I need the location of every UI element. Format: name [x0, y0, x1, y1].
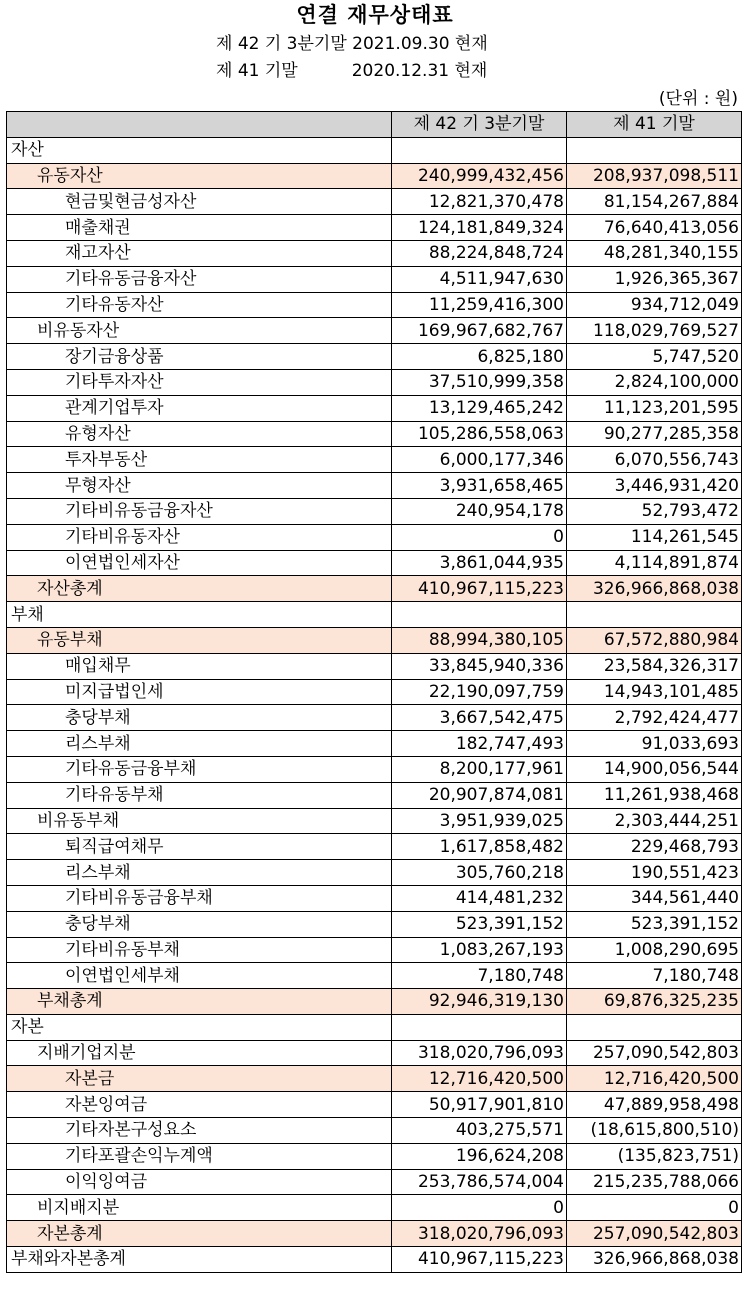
row-label: 기타포괄손익누계액: [7, 1143, 392, 1169]
prior-period-value: 257,090,542,803: [567, 1221, 742, 1247]
table-header-row: [7, 112, 742, 138]
table-row: [7, 653, 742, 679]
current-period-value: 88,224,848,724: [392, 240, 567, 266]
table-row: [7, 163, 742, 189]
current-period-value: 182,747,493: [392, 731, 567, 757]
current-period-value: 6,000,177,346: [392, 447, 567, 473]
prior-period-value: 257,090,542,803: [567, 1040, 742, 1066]
table-row: [7, 369, 742, 395]
table-row: [7, 524, 742, 550]
current-period-value: [392, 602, 567, 628]
prior-period-value: 190,551,423: [567, 860, 742, 886]
prior-period-value: 114,261,545: [567, 524, 742, 550]
row-label: 매입채무: [7, 653, 392, 679]
current-period-value: 0: [392, 1195, 567, 1221]
current-period-value: 253,786,574,004: [392, 1169, 567, 1195]
table-row: [7, 679, 742, 705]
row-label: 기타유동금융부채: [7, 756, 392, 782]
period-prior: 제 41 기말 2020.12.31 현재: [216, 61, 488, 81]
row-label: 부채와자본총계: [7, 1247, 392, 1273]
header-blank: [7, 112, 392, 138]
table-row: [7, 937, 742, 963]
prior-period-value: 67,572,880,984: [567, 627, 742, 653]
row-label: 자본잉여금: [7, 1092, 392, 1118]
prior-period-value: 52,793,472: [567, 498, 742, 524]
current-period-value: 305,760,218: [392, 860, 567, 886]
table-row: [7, 1143, 742, 1169]
header-current-period: 제 42 기 3분기말: [392, 112, 567, 138]
row-label: 자산: [7, 137, 392, 163]
row-label: 기타비유동자산: [7, 524, 392, 550]
prior-period-value: [567, 1014, 742, 1040]
table-body: [7, 137, 742, 1272]
current-period-value: 1,617,858,482: [392, 834, 567, 860]
table-row: [7, 1118, 742, 1144]
current-period-value: 33,845,940,336: [392, 653, 567, 679]
row-label: 투자부동산: [7, 447, 392, 473]
row-label: 미지급법인세: [7, 679, 392, 705]
prior-period-value: 12,716,420,500: [567, 1066, 742, 1092]
table-row: [7, 550, 742, 576]
current-period-value: 13,129,465,242: [392, 395, 567, 421]
unit-label: (단위 : 원): [658, 89, 738, 109]
row-label: 장기금융상품: [7, 344, 392, 370]
prior-period-value: 344,561,440: [567, 885, 742, 911]
table-row: [7, 911, 742, 937]
current-period-value: 37,510,999,358: [392, 369, 567, 395]
current-period-value: 240,999,432,456: [392, 163, 567, 189]
current-period-value: 169,967,682,767: [392, 318, 567, 344]
table-row: [7, 627, 742, 653]
row-label: 자본금: [7, 1066, 392, 1092]
current-period-value: 410,967,115,223: [392, 576, 567, 602]
row-label: 기타비유동금융부채: [7, 885, 392, 911]
current-period-value: [392, 1014, 567, 1040]
current-period-value: 318,020,796,093: [392, 1221, 567, 1247]
row-label: 관계기업투자: [7, 395, 392, 421]
current-period-value: [392, 137, 567, 163]
row-label: 이연법인세자산: [7, 550, 392, 576]
prior-period-value: 91,033,693: [567, 731, 742, 757]
prior-period-value: 7,180,748: [567, 963, 742, 989]
prior-period-value: 229,468,793: [567, 834, 742, 860]
current-period-value: 240,954,178: [392, 498, 567, 524]
current-period-value: 4,511,947,630: [392, 266, 567, 292]
prior-period-value: 69,876,325,235: [567, 989, 742, 1015]
row-label: 비지배지분: [7, 1195, 392, 1221]
table-row: [7, 1040, 742, 1066]
prior-period-value: 81,154,267,884: [567, 189, 742, 215]
prior-period-value: 76,640,413,056: [567, 215, 742, 241]
table-row: [7, 421, 742, 447]
table-row: [7, 808, 742, 834]
row-label: 자본: [7, 1014, 392, 1040]
row-label: 자산총계: [7, 576, 392, 602]
current-period-value: 0: [392, 524, 567, 550]
prior-period-value: 1,008,290,695: [567, 937, 742, 963]
table-row: [7, 1195, 742, 1221]
prior-period-value: 523,391,152: [567, 911, 742, 937]
table-row: [7, 860, 742, 886]
table-row: [7, 292, 742, 318]
prior-period-value: 326,966,868,038: [567, 576, 742, 602]
table-row: [7, 1169, 742, 1195]
row-label: 기타유동자산: [7, 292, 392, 318]
current-period-value: 318,020,796,093: [392, 1040, 567, 1066]
row-label: 기타비유동부채: [7, 937, 392, 963]
row-label: 충당부채: [7, 911, 392, 937]
table-row: [7, 318, 742, 344]
prior-period-value: 3,446,931,420: [567, 473, 742, 499]
table-row: [7, 705, 742, 731]
row-label: 기타비유동금융자산: [7, 498, 392, 524]
prior-period-value: 23,584,326,317: [567, 653, 742, 679]
row-label: 기타투자자산: [7, 369, 392, 395]
current-period-value: 410,967,115,223: [392, 1247, 567, 1273]
row-label: 이연법인세부채: [7, 963, 392, 989]
current-period-value: 11,259,416,300: [392, 292, 567, 318]
current-period-value: 1,083,267,193: [392, 937, 567, 963]
row-label: 충당부채: [7, 705, 392, 731]
row-label: 유동자산: [7, 163, 392, 189]
row-label: 유동부채: [7, 627, 392, 653]
table-row: [7, 576, 742, 602]
row-label: 매출채권: [7, 215, 392, 241]
prior-period-value: 118,029,769,527: [567, 318, 742, 344]
table-row: [7, 447, 742, 473]
row-label: 자본총계: [7, 1221, 392, 1247]
row-label: 리스부채: [7, 860, 392, 886]
current-period-value: 88,994,380,105: [392, 627, 567, 653]
prior-period-value: 2,792,424,477: [567, 705, 742, 731]
balance-sheet-table: [6, 111, 742, 1273]
header-prior-period: 제 41 기말: [567, 112, 742, 138]
prior-period-value: 14,900,056,544: [567, 756, 742, 782]
table-row: [7, 137, 742, 163]
prior-period-value: 47,889,958,498: [567, 1092, 742, 1118]
prior-period-value: 1,926,365,367: [567, 266, 742, 292]
prior-period-value: 208,937,098,511: [567, 163, 742, 189]
current-period-value: 414,481,232: [392, 885, 567, 911]
prior-period-value: [567, 137, 742, 163]
prior-period-value: 14,943,101,485: [567, 679, 742, 705]
table-row: [7, 885, 742, 911]
table-row: [7, 473, 742, 499]
prior-period-value: 11,123,201,595: [567, 395, 742, 421]
current-period-value: 22,190,097,759: [392, 679, 567, 705]
document-title: 연결 재무상태표: [296, 3, 454, 27]
prior-period-value: 11,261,938,468: [567, 782, 742, 808]
prior-period-value: 4,114,891,874: [567, 550, 742, 576]
row-label: 비유동자산: [7, 318, 392, 344]
row-label: 지배기업지분: [7, 1040, 392, 1066]
row-label: 기타유동부채: [7, 782, 392, 808]
current-period-value: 50,917,901,810: [392, 1092, 567, 1118]
table-row: [7, 189, 742, 215]
current-period-value: 3,667,542,475: [392, 705, 567, 731]
period-current: 제 42 기 3분기말 2021.09.30 현재: [216, 34, 488, 54]
current-period-value: 3,861,044,935: [392, 550, 567, 576]
table-row: [7, 1066, 742, 1092]
prior-period-value: 215,235,788,066: [567, 1169, 742, 1195]
current-period-value: 6,825,180: [392, 344, 567, 370]
current-period-value: 3,931,658,465: [392, 473, 567, 499]
current-period-value: 8,200,177,961: [392, 756, 567, 782]
prior-period-value: 48,281,340,155: [567, 240, 742, 266]
table-row: [7, 1014, 742, 1040]
prior-period-value: 90,277,285,358: [567, 421, 742, 447]
prior-period-value: 5,747,520: [567, 344, 742, 370]
table-row: [7, 395, 742, 421]
row-label: 퇴직급여채무: [7, 834, 392, 860]
current-period-value: 92,946,319,130: [392, 989, 567, 1015]
row-label: 기타유동금융자산: [7, 266, 392, 292]
row-label: 부채: [7, 602, 392, 628]
table-row: [7, 344, 742, 370]
current-period-value: 523,391,152: [392, 911, 567, 937]
prior-period-value: 0: [567, 1195, 742, 1221]
table-row: [7, 731, 742, 757]
row-label: 비유동부채: [7, 808, 392, 834]
row-label: 유형자산: [7, 421, 392, 447]
current-period-value: 196,624,208: [392, 1143, 567, 1169]
prior-period-value: 326,966,868,038: [567, 1247, 742, 1273]
row-label: 기타자본구성요소: [7, 1118, 392, 1144]
row-label: 무형자산: [7, 473, 392, 499]
prior-period-value: (18,615,800,510): [567, 1118, 742, 1144]
prior-period-value: 934,712,049: [567, 292, 742, 318]
row-label: 이익잉여금: [7, 1169, 392, 1195]
current-period-value: 12,821,370,478: [392, 189, 567, 215]
current-period-value: 20,907,874,081: [392, 782, 567, 808]
table-row: [7, 1092, 742, 1118]
row-label: 리스부채: [7, 731, 392, 757]
table-row: [7, 240, 742, 266]
row-label: 부채총계: [7, 989, 392, 1015]
current-period-value: 7,180,748: [392, 963, 567, 989]
table-row: [7, 834, 742, 860]
table-row: [7, 756, 742, 782]
current-period-value: 403,275,571: [392, 1118, 567, 1144]
prior-period-value: 2,303,444,251: [567, 808, 742, 834]
table-row: [7, 1247, 742, 1273]
table-row: [7, 215, 742, 241]
table-row: [7, 782, 742, 808]
prior-period-value: (135,823,751): [567, 1143, 742, 1169]
table-row: [7, 989, 742, 1015]
prior-period-value: [567, 602, 742, 628]
row-label: 현금및현금성자산: [7, 189, 392, 215]
current-period-value: 3,951,939,025: [392, 808, 567, 834]
row-label: 재고자산: [7, 240, 392, 266]
table-row: [7, 266, 742, 292]
table-row: [7, 602, 742, 628]
table-row: [7, 498, 742, 524]
current-period-value: 12,716,420,500: [392, 1066, 567, 1092]
current-period-value: 124,181,849,324: [392, 215, 567, 241]
table-row: [7, 1221, 742, 1247]
prior-period-value: 2,824,100,000: [567, 369, 742, 395]
current-period-value: 105,286,558,063: [392, 421, 567, 447]
table-row: [7, 963, 742, 989]
prior-period-value: 6,070,556,743: [567, 447, 742, 473]
